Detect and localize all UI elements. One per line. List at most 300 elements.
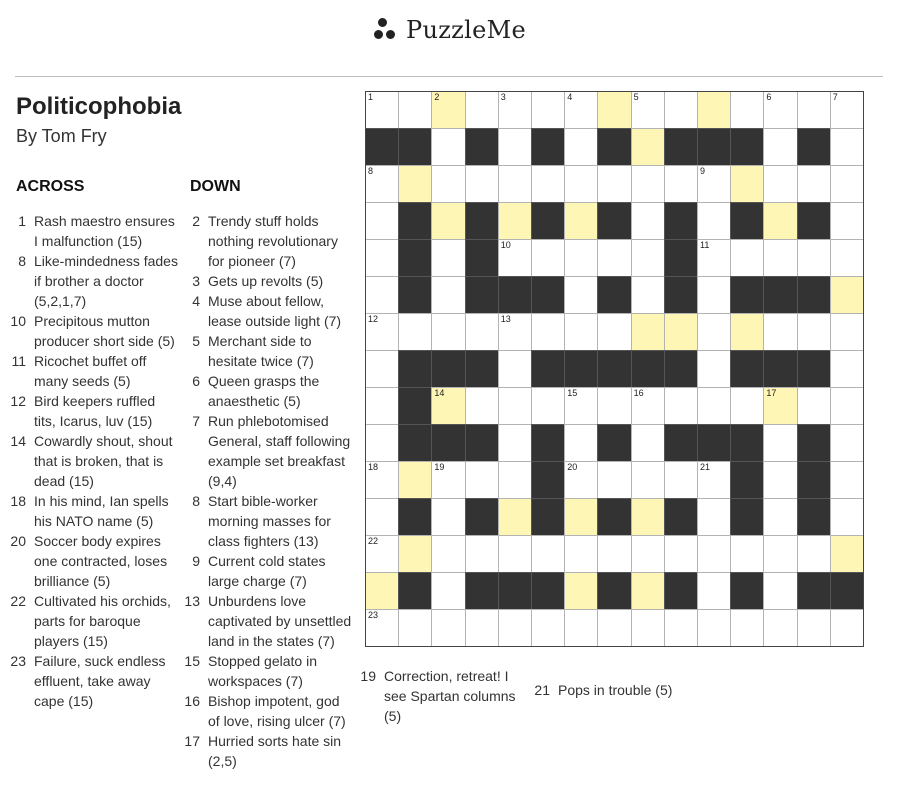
grid-cell[interactable] (730, 91, 764, 129)
grid-cell[interactable] (763, 572, 797, 610)
grid-cell-block (531, 276, 565, 314)
grid-cell[interactable] (365, 609, 399, 647)
grid-cell-block (597, 572, 631, 610)
grid-cell[interactable] (830, 461, 864, 499)
grid-cell[interactable] (664, 387, 698, 425)
down-clue-list-continued (350, 666, 528, 726)
clue-text: Hurried sorts hate sin (2,5) (208, 733, 342, 769)
grid-cell-block (465, 202, 499, 240)
grid-cell[interactable] (564, 609, 598, 647)
clue-number: 1 (18, 213, 26, 229)
cell-number: 4 (567, 92, 573, 102)
grid-cell[interactable] (631, 128, 665, 166)
clue-item[interactable] (0, 531, 180, 591)
grid-cell[interactable] (664, 313, 698, 351)
clue-text: Bishop impotent, god of love, rising ulcer (7) (208, 693, 346, 729)
grid-cell[interactable] (597, 91, 631, 129)
grid-cell-block (597, 424, 631, 462)
grid-cell-block (597, 128, 631, 166)
grid-cell[interactable] (664, 165, 698, 203)
grid-cell[interactable] (498, 202, 532, 240)
grid-cell[interactable] (564, 498, 598, 536)
grid-cell-block (797, 461, 831, 499)
grid-cell[interactable] (465, 535, 499, 573)
grid-cell[interactable] (763, 91, 797, 129)
grid-cell[interactable] (498, 313, 532, 351)
grid-cell[interactable] (498, 387, 532, 425)
clue-number: 2 (192, 213, 200, 229)
grid-cell-block (797, 350, 831, 388)
grid-cell-block (465, 239, 499, 277)
grid-cell[interactable] (431, 239, 465, 277)
grid-cell[interactable] (564, 128, 598, 166)
cell-number: 15 (567, 388, 578, 398)
cell-number: 3 (500, 92, 506, 102)
grid-cell[interactable] (498, 128, 532, 166)
grid-cell[interactable] (431, 313, 465, 351)
grid-cell[interactable] (631, 572, 665, 610)
grid-cell-block (398, 424, 432, 462)
grid-cell[interactable] (531, 609, 565, 647)
grid-cell[interactable] (730, 165, 764, 203)
cell-number: 23 (368, 610, 379, 620)
down-heading: DOWN (190, 178, 241, 195)
grid-cell[interactable] (763, 461, 797, 499)
grid-cell[interactable] (531, 91, 565, 129)
grid-cell[interactable] (664, 461, 698, 499)
grid-cell-block (531, 572, 565, 610)
clue-number: 11 (11, 353, 26, 369)
grid-cell[interactable] (631, 461, 665, 499)
grid-cell[interactable] (431, 609, 465, 647)
grid-cell[interactable] (498, 91, 532, 129)
grid-cell[interactable] (697, 461, 731, 499)
grid-cell[interactable] (531, 165, 565, 203)
clue-item[interactable] (174, 411, 352, 491)
clue-item[interactable] (0, 491, 180, 531)
clue-item[interactable] (174, 211, 352, 271)
cell-number: 17 (766, 388, 777, 398)
clue-number: 23 (10, 653, 26, 669)
grid-cell[interactable] (830, 128, 864, 166)
grid-cell[interactable] (830, 91, 864, 129)
clue-item[interactable] (174, 291, 352, 331)
clue-item[interactable] (174, 591, 352, 651)
grid-cell[interactable] (365, 572, 399, 610)
grid-cell[interactable] (697, 313, 731, 351)
clue-text: Run phlebotomised General, staff following example set breakfast (9,4) (208, 413, 351, 489)
grid-cell[interactable] (830, 202, 864, 240)
grid-cell[interactable] (431, 91, 465, 129)
grid-cell[interactable] (631, 535, 665, 573)
grid-cell[interactable] (431, 572, 465, 610)
grid-cell[interactable] (431, 387, 465, 425)
clue-number: 15 (184, 653, 200, 669)
grid-cell[interactable] (365, 202, 399, 240)
grid-cell[interactable] (597, 239, 631, 277)
clue-number: 17 (184, 733, 200, 749)
grid-cell[interactable] (498, 239, 532, 277)
cell-number: 20 (567, 462, 578, 472)
clue-text: Bird keepers ruffled tits, Icarus, luv (15) (34, 393, 156, 429)
clue-text: Like-mindedness fades if brother a doctor (5,2,1,7) (34, 253, 178, 309)
grid-cell[interactable] (498, 498, 532, 536)
cell-number: 8 (368, 166, 374, 176)
grid-cell-block (664, 572, 698, 610)
grid-cell[interactable] (797, 239, 831, 277)
grid-cell-block (664, 202, 698, 240)
cell-number: 6 (766, 92, 772, 102)
clue-item[interactable] (0, 591, 180, 651)
grid-cell[interactable] (597, 313, 631, 351)
clue-text: Gets up revolts (5) (208, 273, 324, 289)
clue-text: Precipitous mutton producer short side (5) (34, 313, 175, 349)
grid-cell[interactable] (431, 276, 465, 314)
grid-cell[interactable] (797, 535, 831, 573)
grid-cell-block (365, 128, 399, 166)
clue-number: 3 (192, 273, 200, 289)
grid-cell-block (597, 498, 631, 536)
grid-cell-block (697, 128, 731, 166)
grid-cell-block (797, 424, 831, 462)
grid-cell[interactable] (763, 165, 797, 203)
grid-cell[interactable] (830, 609, 864, 647)
clue-number: 8 (18, 253, 26, 269)
grid-cell[interactable] (763, 387, 797, 425)
grid-cell[interactable] (697, 387, 731, 425)
grid-cell[interactable] (365, 387, 399, 425)
grid-cell[interactable] (365, 276, 399, 314)
grid-cell-block (664, 498, 698, 536)
grid-cell-block (597, 276, 631, 314)
grid-cell-block (431, 424, 465, 462)
clue-text: Start bible-worker morning masses for class fighters (13) (208, 493, 331, 549)
grid-cell[interactable] (631, 498, 665, 536)
grid-cell[interactable] (431, 128, 465, 166)
clue-item[interactable] (0, 311, 180, 351)
cell-number: 1 (368, 92, 374, 102)
grid-cell[interactable] (365, 239, 399, 277)
grid-cell[interactable] (564, 313, 598, 351)
grid-cell-block (398, 276, 432, 314)
grid-cell[interactable] (431, 165, 465, 203)
cell-number: 5 (633, 92, 639, 102)
grid-cell[interactable] (564, 572, 598, 610)
grid-cell[interactable] (830, 350, 864, 388)
grid-cell[interactable] (365, 165, 399, 203)
across-heading: ACROSS (16, 178, 85, 195)
grid-cell[interactable] (597, 535, 631, 573)
grid-cell[interactable] (431, 461, 465, 499)
grid-cell[interactable] (431, 535, 465, 573)
grid-cell[interactable] (597, 165, 631, 203)
clue-item[interactable] (174, 491, 352, 551)
grid-cell-block (531, 128, 565, 166)
grid-cell[interactable] (498, 461, 532, 499)
grid-cell[interactable] (763, 609, 797, 647)
grid-cell[interactable] (797, 313, 831, 351)
grid-cell-block (398, 350, 432, 388)
grid-cell-block (398, 387, 432, 425)
brand-header (0, 16, 900, 44)
clue-item[interactable] (174, 691, 352, 731)
grid-cell[interactable] (564, 91, 598, 129)
grid-cell[interactable] (664, 91, 698, 129)
grid-cell-block (730, 128, 764, 166)
grid-cell[interactable] (531, 239, 565, 277)
grid-cell[interactable] (763, 535, 797, 573)
clue-number: 14 (10, 433, 26, 449)
grid-cell[interactable] (631, 313, 665, 351)
grid-cell-block (797, 202, 831, 240)
grid-cell[interactable] (763, 202, 797, 240)
grid-cell[interactable] (697, 239, 731, 277)
grid-cell-block (697, 424, 731, 462)
grid-cell[interactable] (697, 609, 731, 647)
grid-cell-block (398, 202, 432, 240)
grid-cell[interactable] (498, 350, 532, 388)
cell-number: 10 (500, 240, 511, 250)
grid-cell[interactable] (631, 91, 665, 129)
grid-cell[interactable] (763, 239, 797, 277)
grid-cell[interactable] (365, 461, 399, 499)
clue-item[interactable] (174, 551, 352, 591)
puzzle-author: By Tom Fry (16, 126, 107, 146)
grid-cell[interactable] (697, 91, 731, 129)
grid-cell-block (730, 350, 764, 388)
grid-cell-block (664, 128, 698, 166)
cell-number: 16 (633, 388, 644, 398)
grid-cell-block (597, 350, 631, 388)
grid-cell[interactable] (697, 276, 731, 314)
clue-number: 21 (534, 682, 550, 698)
grid-cell[interactable] (763, 128, 797, 166)
clue-item[interactable] (0, 391, 180, 431)
grid-cell-block (465, 498, 499, 536)
cell-number: 21 (700, 462, 711, 472)
clue-number: 10 (10, 313, 26, 329)
clue-item[interactable] (0, 351, 180, 391)
clue-number: 18 (10, 493, 26, 509)
grid-cell[interactable] (564, 424, 598, 462)
grid-cell-block (730, 276, 764, 314)
grid-cell[interactable] (398, 609, 432, 647)
clue-item[interactable] (0, 211, 180, 251)
grid-cell[interactable] (398, 461, 432, 499)
clue-text: Soccer body expires one contracted, loses brilliance (5) (34, 533, 168, 589)
grid-cell-block (531, 498, 565, 536)
clue-text: In his mind, Ian spells his NATO name (5) (34, 493, 169, 529)
grid-cell[interactable] (830, 424, 864, 462)
grid-cell[interactable] (365, 313, 399, 351)
grid-cell-block (398, 572, 432, 610)
grid-cell-block (730, 202, 764, 240)
clue-text: Current cold states large charge (7) (208, 553, 326, 589)
clue-number: 9 (192, 553, 200, 569)
grid-cell[interactable] (830, 535, 864, 573)
clue-number: 16 (184, 693, 200, 709)
clue-item[interactable] (174, 331, 352, 371)
grid-cell[interactable] (431, 202, 465, 240)
grid-cell-block (531, 202, 565, 240)
clue-item[interactable] (524, 680, 724, 700)
grid-cell[interactable] (365, 535, 399, 573)
grid-cell-block (730, 498, 764, 536)
grid-cell[interactable] (730, 239, 764, 277)
grid-cell[interactable] (697, 165, 731, 203)
puzzle-title: Politicophobia (16, 93, 182, 120)
grid-cell[interactable] (597, 461, 631, 499)
grid-cell[interactable] (465, 387, 499, 425)
grid-cell[interactable] (597, 609, 631, 647)
grid-cell[interactable] (498, 424, 532, 462)
grid-cell[interactable] (631, 424, 665, 462)
grid-cell[interactable] (830, 276, 864, 314)
grid-cell[interactable] (498, 535, 532, 573)
header-divider (15, 76, 883, 77)
grid-cell-block (797, 498, 831, 536)
grid-cell[interactable] (631, 609, 665, 647)
grid-cell[interactable] (531, 313, 565, 351)
grid-cell[interactable] (398, 313, 432, 351)
grid-cell[interactable] (730, 609, 764, 647)
grid-cell[interactable] (465, 313, 499, 351)
cell-number: 12 (368, 314, 379, 324)
grid-cell[interactable] (498, 609, 532, 647)
clue-item[interactable] (0, 651, 180, 711)
grid-cell[interactable] (697, 202, 731, 240)
grid-cell[interactable] (564, 276, 598, 314)
clue-text: Cowardly shout, shout that is broken, that is dead (15) (34, 433, 173, 489)
clue-item[interactable] (174, 371, 352, 411)
grid-cell[interactable] (664, 535, 698, 573)
cell-number: 11 (700, 240, 710, 250)
grid-cell[interactable] (564, 165, 598, 203)
grid-cell[interactable] (365, 350, 399, 388)
grid-cell[interactable] (465, 165, 499, 203)
grid-cell-block (531, 350, 565, 388)
grid-cell[interactable] (830, 239, 864, 277)
grid-cell[interactable] (398, 535, 432, 573)
grid-cell-block (664, 239, 698, 277)
grid-cell[interactable] (431, 498, 465, 536)
clue-item[interactable] (174, 651, 352, 691)
grid-cell[interactable] (664, 609, 698, 647)
clue-text: Trendy stuff holds nothing revolutionary for pioneer (7) (208, 213, 338, 269)
grid-cell[interactable] (564, 535, 598, 573)
grid-cell[interactable] (465, 609, 499, 647)
grid-cell[interactable] (498, 165, 532, 203)
grid-cell-block (465, 350, 499, 388)
grid-cell[interactable] (531, 535, 565, 573)
grid-cell[interactable] (631, 387, 665, 425)
grid-cell[interactable] (631, 202, 665, 240)
puzzleme-logo-icon (374, 18, 398, 42)
grid-cell[interactable] (697, 572, 731, 610)
grid-cell[interactable] (365, 91, 399, 129)
grid-cell-block (465, 572, 499, 610)
grid-cell[interactable] (797, 91, 831, 129)
across-clue-list (0, 211, 180, 711)
clue-item[interactable] (350, 666, 528, 726)
clue-number: 6 (192, 373, 200, 389)
clue-text: Correction, retreat! I see Spartan columns (5) (384, 668, 516, 724)
grid-cell[interactable] (830, 165, 864, 203)
cell-number: 2 (434, 92, 440, 102)
down-clue-list (174, 211, 352, 771)
grid-cell[interactable] (763, 313, 797, 351)
cell-number: 14 (434, 388, 445, 398)
grid-cell-block (531, 424, 565, 462)
grid-cell[interactable] (365, 424, 399, 462)
cell-number: 19 (434, 462, 445, 472)
grid-cell-block (498, 572, 532, 610)
grid-cell[interactable] (465, 91, 499, 129)
grid-cell[interactable] (597, 387, 631, 425)
grid-cell[interactable] (730, 535, 764, 573)
crossword-grid[interactable] (365, 91, 863, 646)
grid-cell-block (465, 128, 499, 166)
grid-cell[interactable] (697, 350, 731, 388)
grid-cell[interactable] (830, 498, 864, 536)
grid-cell[interactable] (564, 461, 598, 499)
grid-cell[interactable] (797, 609, 831, 647)
grid-cell-block (797, 572, 831, 610)
grid-cell[interactable] (697, 535, 731, 573)
grid-cell[interactable] (763, 498, 797, 536)
grid-cell-block (465, 424, 499, 462)
clue-item[interactable] (174, 731, 352, 771)
grid-cell[interactable] (730, 313, 764, 351)
grid-cell[interactable] (398, 91, 432, 129)
cell-number: 7 (832, 92, 838, 102)
clue-item[interactable] (174, 271, 352, 291)
grid-cell[interactable] (365, 498, 399, 536)
down-clue-list-continued-2 (524, 680, 724, 700)
clue-number: 4 (192, 293, 200, 309)
grid-cell[interactable] (797, 387, 831, 425)
grid-cell[interactable] (730, 387, 764, 425)
grid-cell-block (597, 202, 631, 240)
grid-cell[interactable] (398, 165, 432, 203)
grid-cell-block (730, 572, 764, 610)
brand-name: PuzzleMe (406, 16, 526, 44)
grid-cell[interactable] (830, 313, 864, 351)
grid-cell[interactable] (465, 461, 499, 499)
grid-cell[interactable] (830, 387, 864, 425)
clue-item[interactable] (0, 431, 180, 491)
clue-number: 22 (10, 593, 26, 609)
grid-cell[interactable] (631, 276, 665, 314)
grid-cell[interactable] (631, 239, 665, 277)
grid-cell[interactable] (564, 239, 598, 277)
grid-cell[interactable] (697, 498, 731, 536)
clue-number: 5 (192, 333, 200, 349)
grid-cell[interactable] (631, 165, 665, 203)
grid-cell-block (797, 128, 831, 166)
grid-cell[interactable] (763, 424, 797, 462)
clue-item[interactable] (0, 251, 180, 311)
grid-cell-block (431, 350, 465, 388)
clue-text: Cultivated his orchids, parts for baroque players (15) (34, 593, 171, 649)
grid-cell[interactable] (564, 387, 598, 425)
grid-cell[interactable] (797, 165, 831, 203)
grid-cell[interactable] (564, 202, 598, 240)
grid-cell-block (465, 276, 499, 314)
clue-number: 20 (10, 533, 26, 549)
grid-cell[interactable] (531, 387, 565, 425)
grid-cell-block (830, 572, 864, 610)
